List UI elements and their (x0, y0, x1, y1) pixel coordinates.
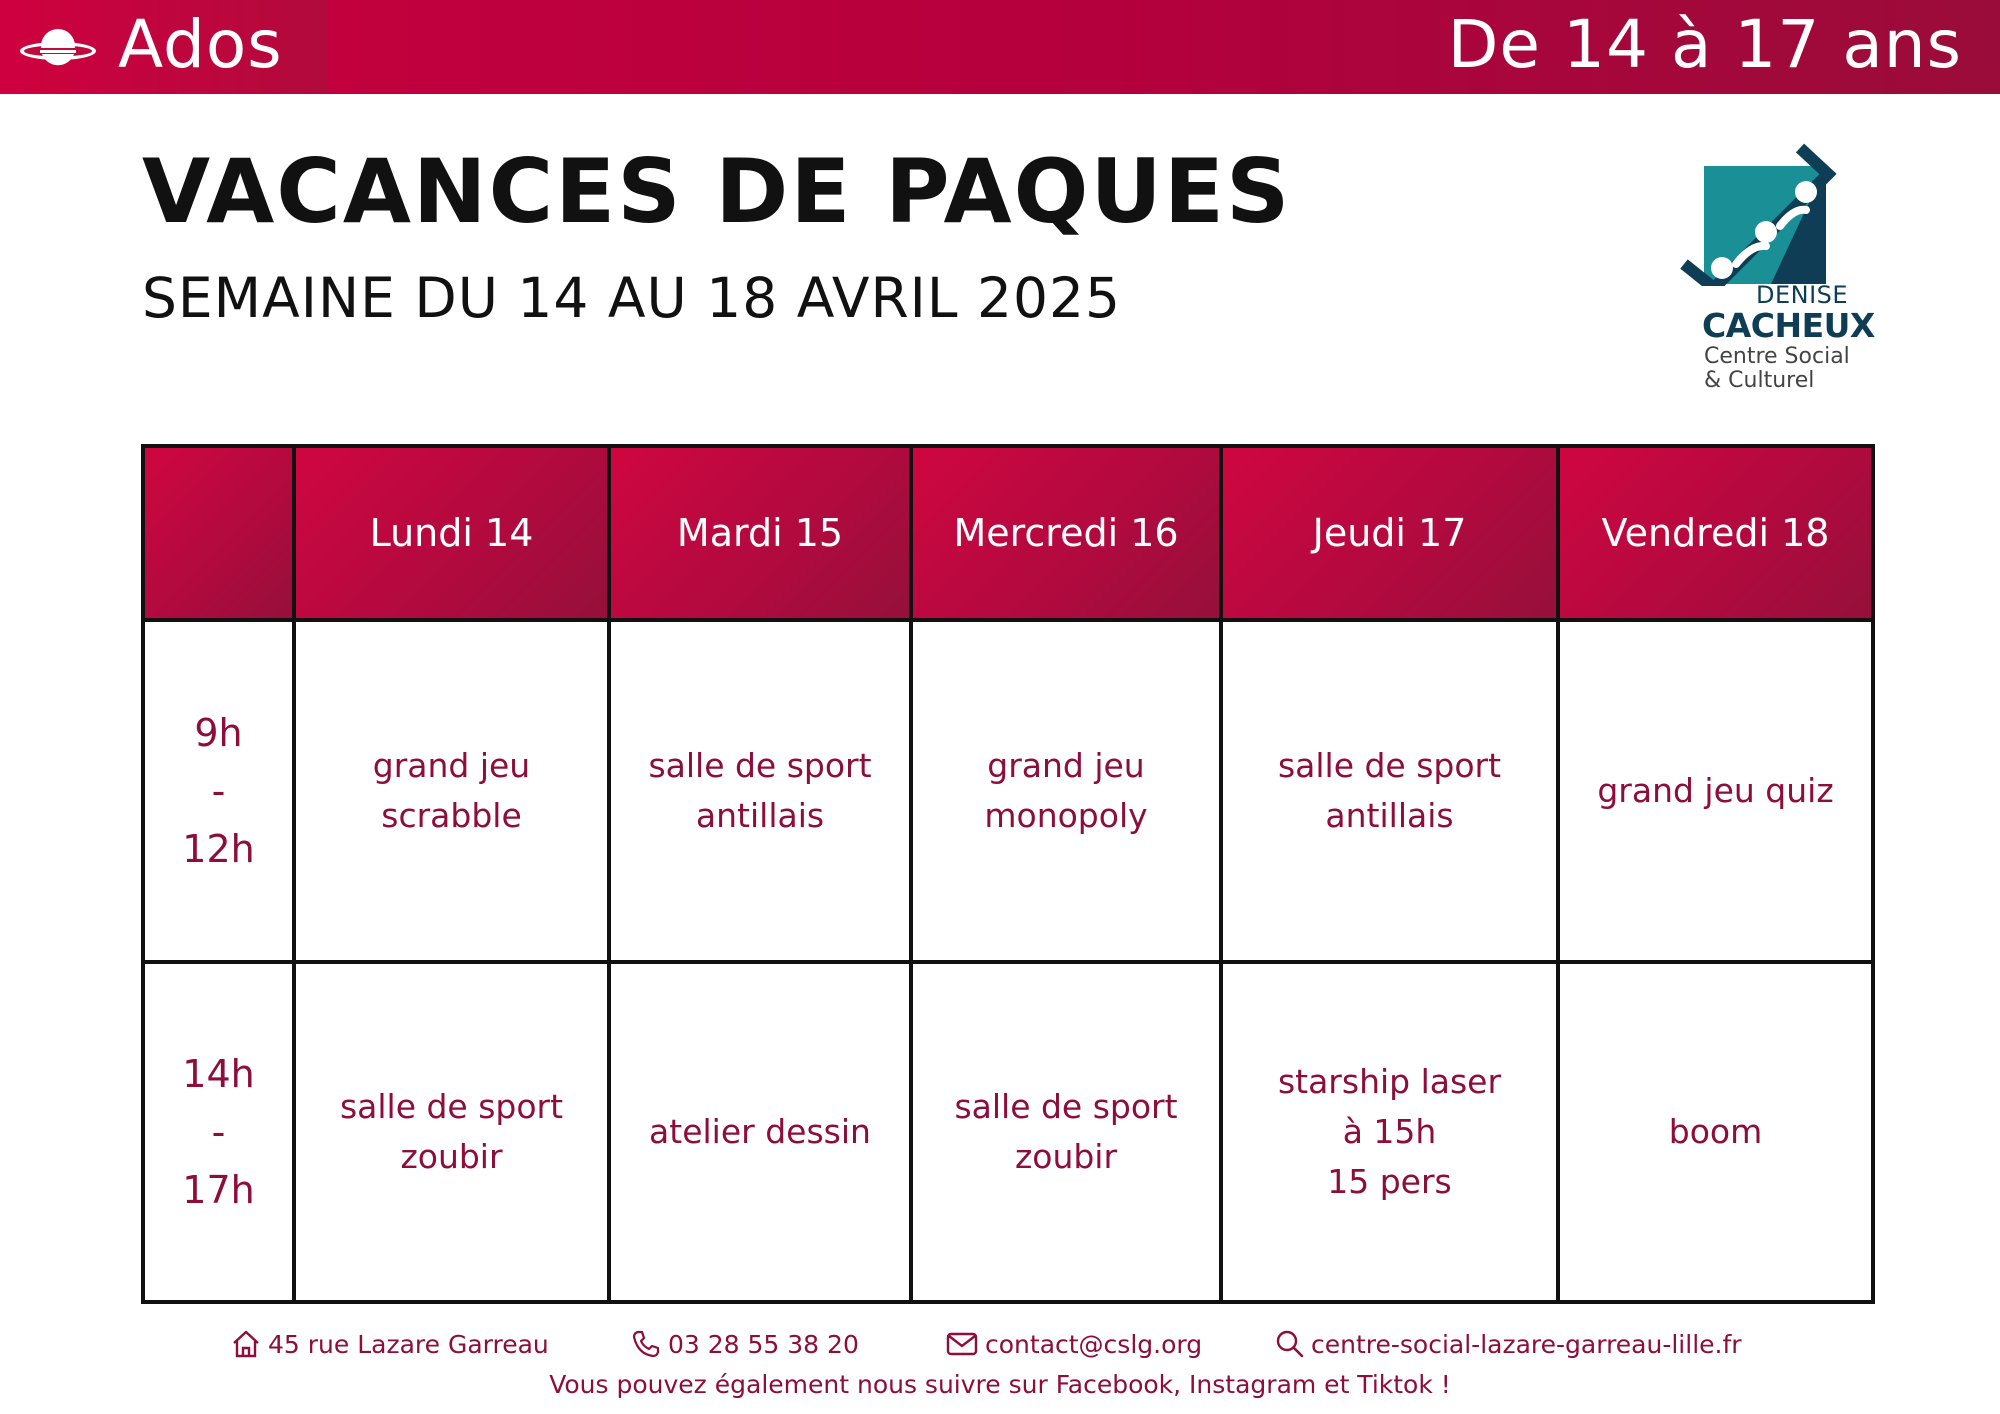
planet-icon (18, 26, 98, 72)
day-header: Mardi 15 (609, 446, 911, 620)
audience-tab (0, 0, 328, 94)
activity-line: salle de sport (648, 746, 872, 785)
activity-line: salle de sport (339, 1087, 564, 1126)
activity-line: boom (1668, 1112, 1763, 1151)
activity-line: zoubir (1014, 1137, 1118, 1176)
day-header: Jeudi 17 (1221, 446, 1558, 620)
activity-line: grand jeu (987, 746, 1145, 785)
time-end: 17h (182, 1168, 255, 1212)
activity-line: salle de sport (954, 1087, 1178, 1126)
activity-cell (1558, 620, 1873, 962)
activity-line: atelier dessin (649, 1112, 871, 1151)
search-icon (1275, 1328, 1305, 1360)
activity-line: antillais (695, 796, 825, 835)
activity-line: salle de sport (1277, 746, 1502, 785)
corner-cell (143, 446, 294, 620)
audience-label: Ados (118, 6, 283, 83)
day-header: Lundi 14 (294, 446, 609, 620)
activity-cell (294, 962, 609, 1302)
top-banner (0, 0, 2000, 94)
activity-cell (911, 962, 1221, 1302)
phone-icon (630, 1328, 662, 1360)
home-icon (230, 1328, 262, 1360)
activity-cell (609, 620, 911, 962)
activity-line: antillais (1325, 796, 1454, 835)
time-slot-cell (143, 620, 294, 962)
logo-denise: DENISE (1756, 281, 1849, 309)
header-row (143, 446, 1873, 620)
email-link[interactable]: contact@cslg.org (985, 1329, 1203, 1359)
website-link[interactable]: centre-social-lazare-garreau-lille.fr (1311, 1329, 1742, 1359)
activity-cell (609, 962, 911, 1302)
activity-cell (1221, 962, 1558, 1302)
website-item (1275, 1328, 1742, 1360)
page-title: VACANCES DE PAQUES (142, 140, 1292, 243)
centre-logo (1676, 136, 1875, 396)
time-separator: - (211, 769, 226, 813)
day-header: Mercredi 16 (911, 446, 1221, 620)
age-range: De 14 à 17 ans (1447, 6, 1962, 83)
activity-line: monopoly (984, 796, 1148, 835)
email-item (945, 1328, 1202, 1360)
table-row-afternoon (143, 962, 1873, 1302)
phone-link[interactable]: 03 28 55 38 20 (668, 1329, 859, 1359)
activity-line: starship laser (1277, 1062, 1502, 1101)
social-note: Vous pouvez également nous suivre sur Facebook, Instagram et Tiktok ! (549, 1370, 1451, 1399)
activity-line: à 15h (1342, 1112, 1437, 1151)
time-slot-cell (143, 962, 294, 1302)
page-subtitle: SEMAINE DU 14 AU 18 AVRIL 2025 (142, 266, 1121, 330)
logo-centre-social: Centre Social (1704, 344, 1850, 369)
address-item (230, 1328, 549, 1360)
time-start: 14h (182, 1052, 255, 1096)
activity-line: 15 pers (1327, 1162, 1452, 1201)
address-text: 45 rue Lazare Garreau (268, 1329, 549, 1359)
logo-culturel: & Culturel (1704, 368, 1815, 393)
time-start: 9h (194, 711, 243, 755)
mail-icon (945, 1328, 979, 1360)
activity-line: grand jeu (372, 746, 531, 785)
activity-cell (1558, 962, 1873, 1302)
activity-line: scrabble (381, 796, 522, 835)
time-separator: - (211, 1110, 226, 1154)
phone-item (630, 1328, 859, 1360)
time-end: 12h (182, 827, 255, 871)
logo-cacheux: CACHEUX (1702, 306, 1875, 345)
schedule-table (141, 444, 1875, 1304)
activity-line: zoubir (400, 1137, 503, 1176)
table-row-morning (143, 620, 1873, 962)
day-header: Vendredi 18 (1558, 446, 1873, 620)
activity-cell (911, 620, 1221, 962)
activity-cell (1221, 620, 1558, 962)
activity-cell (294, 620, 609, 962)
activity-line: grand jeu quiz (1597, 771, 1834, 810)
logo-mark-icon (1676, 136, 1866, 286)
